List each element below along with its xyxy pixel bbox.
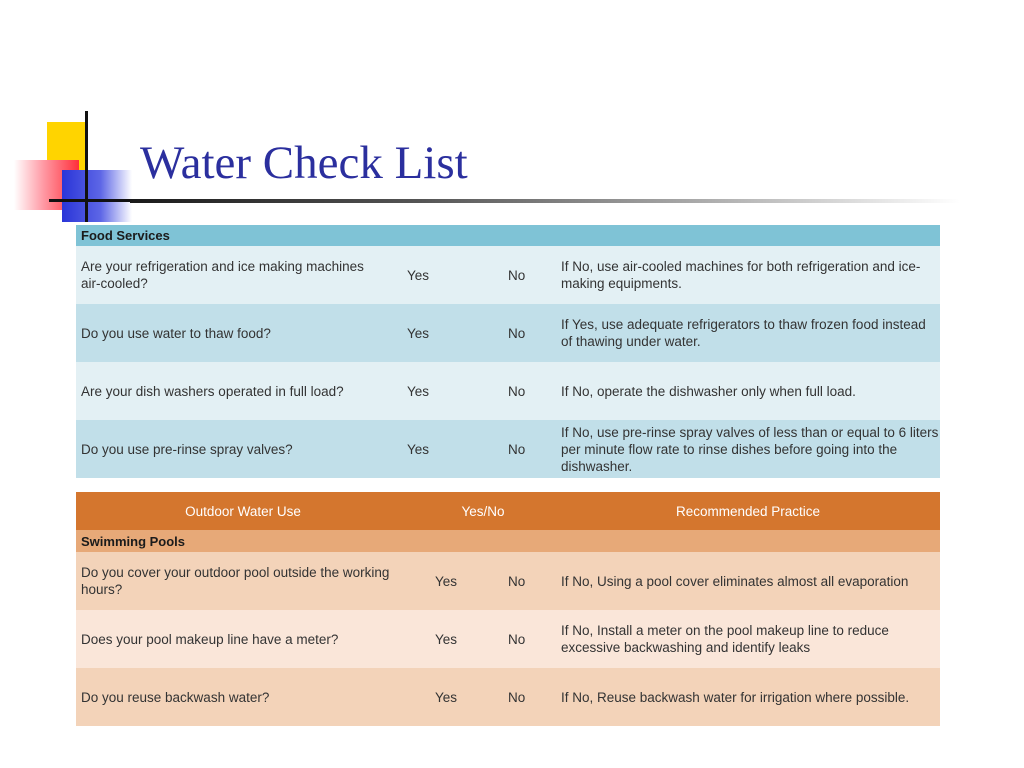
yes-option[interactable]: Yes bbox=[386, 362, 484, 420]
no-option[interactable]: No bbox=[484, 246, 556, 304]
decoration-blue-square bbox=[62, 170, 132, 222]
header-yes-no: Yes/No bbox=[410, 492, 556, 530]
outdoor-header-row bbox=[76, 492, 940, 530]
slide-title: Water Check List bbox=[140, 137, 468, 189]
question-cell: Do you cover your outdoor pool outside the working hours? bbox=[76, 552, 410, 610]
recommendation-cell: If No, Reuse backwash water for irrigation where possible. bbox=[556, 668, 940, 726]
outdoor-water-table bbox=[76, 492, 940, 726]
food-services-table bbox=[76, 225, 940, 478]
title-underline bbox=[130, 199, 960, 203]
no-option[interactable]: No bbox=[484, 668, 556, 726]
question-cell: Do you use water to thaw food? bbox=[76, 304, 386, 362]
swimming-pools-label: Swimming Pools bbox=[76, 530, 940, 552]
question-cell: Are your refrigeration and ice making machines air-cooled? bbox=[76, 246, 386, 304]
food-services-label: Food Services bbox=[76, 225, 940, 246]
no-option[interactable]: No bbox=[484, 304, 556, 362]
yes-option[interactable]: Yes bbox=[410, 552, 484, 610]
question-cell: Do you reuse backwash water? bbox=[76, 668, 410, 726]
recommendation-cell: If Yes, use adequate refrigerators to thaw frozen food instead of thawing under water. bbox=[556, 304, 940, 362]
table-row bbox=[76, 552, 940, 610]
table-row bbox=[76, 362, 940, 420]
decoration-horizontal-line bbox=[49, 199, 139, 202]
header-recommended-practice: Recommended Practice bbox=[556, 492, 940, 530]
question-cell: Are your dish washers operated in full load? bbox=[76, 362, 386, 420]
no-option[interactable]: No bbox=[484, 552, 556, 610]
no-option[interactable]: No bbox=[484, 362, 556, 420]
yes-option[interactable]: Yes bbox=[410, 668, 484, 726]
yes-option[interactable]: Yes bbox=[386, 304, 484, 362]
table-row bbox=[76, 420, 940, 478]
table-row bbox=[76, 610, 940, 668]
decoration-vertical-line bbox=[85, 111, 88, 222]
yes-option[interactable]: Yes bbox=[386, 420, 484, 478]
yes-option[interactable]: Yes bbox=[410, 610, 484, 668]
swimming-pools-section-row bbox=[76, 530, 940, 552]
question-cell: Does your pool makeup line have a meter? bbox=[76, 610, 410, 668]
recommendation-cell: If No, use air-cooled machines for both refrigeration and ice-making equipments. bbox=[556, 246, 940, 304]
no-option[interactable]: No bbox=[484, 610, 556, 668]
recommendation-cell: If No, Install a meter on the pool makeup line to reduce excessive backwashing and identify leaks bbox=[556, 610, 940, 668]
recommendation-cell: If No, use pre-rinse spray valves of less than or equal to 6 liters per minute flow rate to rinse dishes before going into the dishwasher. bbox=[556, 420, 940, 478]
no-option[interactable]: No bbox=[484, 420, 556, 478]
table-row bbox=[76, 246, 940, 304]
question-cell: Do you use pre-rinse spray valves? bbox=[76, 420, 386, 478]
food-services-section-row bbox=[76, 225, 940, 246]
table-row bbox=[76, 668, 940, 726]
title-decoration bbox=[0, 0, 160, 240]
header-outdoor-water-use: Outdoor Water Use bbox=[76, 492, 410, 530]
recommendation-cell: If No, Using a pool cover eliminates almost all evaporation bbox=[556, 552, 940, 610]
recommendation-cell: If No, operate the dishwasher only when full load. bbox=[556, 362, 940, 420]
table-row bbox=[76, 304, 940, 362]
yes-option[interactable]: Yes bbox=[386, 246, 484, 304]
